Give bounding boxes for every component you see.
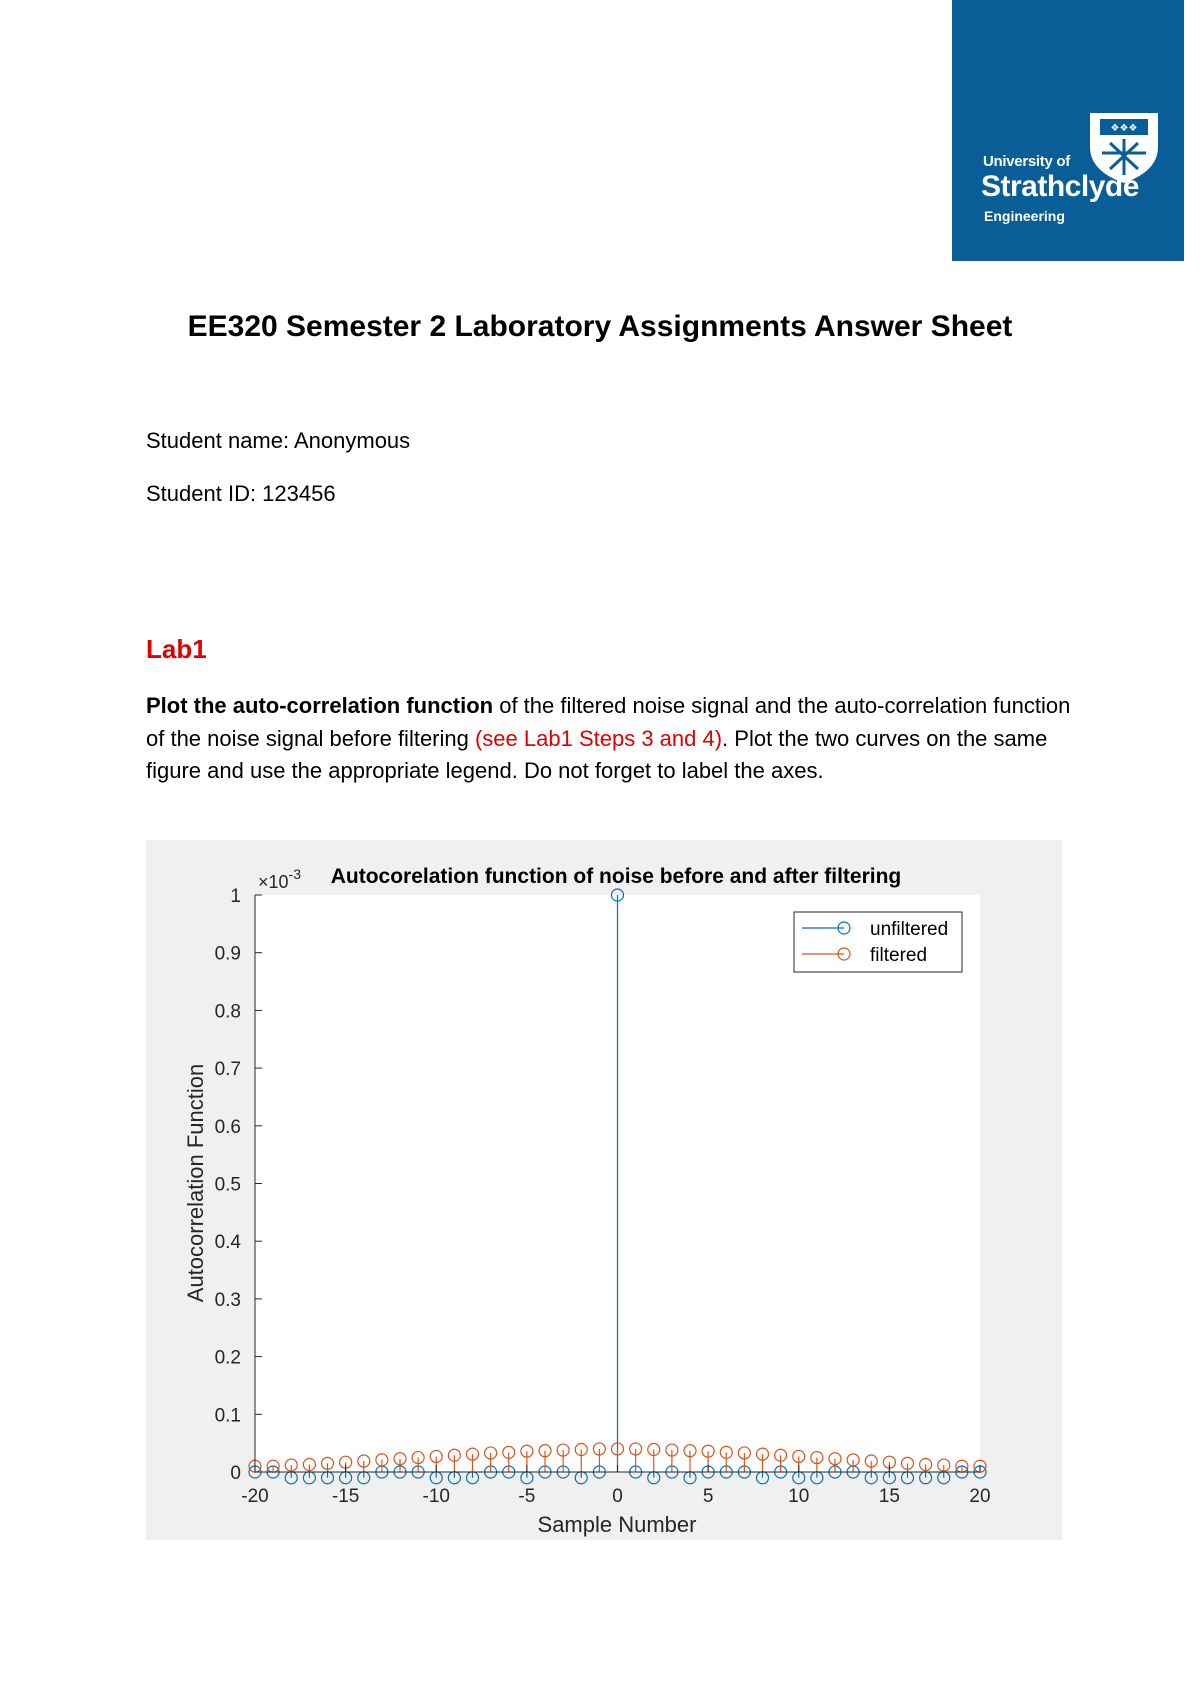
lab1-heading: Lab1 <box>146 634 207 664</box>
logo-strathclyde: Strathclyde <box>981 170 1139 203</box>
x-tick-label: -10 <box>422 1486 450 1507</box>
page-title: EE320 Semester 2 Laboratory Assignments Answer Sheet <box>187 310 1013 343</box>
instruction-text-2: . Plot the two curves on the same figure and use the appropriate legend. Do not forget to label the axes. <box>146 725 1048 783</box>
instruction-bold: Plot the auto-correlation function <box>146 693 494 718</box>
x-axis-label: Sample Number <box>537 1512 697 1537</box>
y-tick-label: 0.4 <box>214 1232 241 1254</box>
x-tick-label: -15 <box>331 1486 360 1507</box>
legend-label-unfiltered: unfiltered <box>870 919 949 940</box>
y-tick-label: 0.1 <box>214 1405 241 1427</box>
y-exponent <box>258 866 301 892</box>
y-tick-label: 0.6 <box>214 1116 241 1138</box>
instruction-reference: (see Lab1 Steps 3 and 4) <box>474 725 723 751</box>
x-tick-label: 5 <box>702 1486 714 1507</box>
y-tick-label: 0.7 <box>214 1059 241 1081</box>
y-exponent-power: -3 <box>288 866 301 882</box>
y-tick-label: 0.8 <box>214 1001 241 1023</box>
y-axis-label: Autocorrelation Function <box>183 1063 208 1303</box>
y-tick-label: 0.5 <box>214 1174 241 1196</box>
logo-university-of: University of <box>983 153 1070 170</box>
university-logo <box>952 0 1184 261</box>
y-tick-label: 0.2 <box>214 1347 241 1369</box>
autocorrelation-chart <box>146 840 1062 1540</box>
lab1-instructions <box>146 690 1076 788</box>
y-tick-label: 0 <box>230 1463 241 1484</box>
x-tick-label: 15 <box>878 1486 900 1507</box>
x-tick-label: 20 <box>969 1486 991 1507</box>
x-tick-label: 0 <box>612 1486 623 1507</box>
legend <box>794 912 962 972</box>
x-tick-label: -5 <box>518 1486 536 1507</box>
chart-title: Autocorelation function of noise before and after filtering <box>330 865 902 888</box>
instruction-text-1: of the filtered noise signal and the auto-correlation function of the noise signal before filtering <box>146 693 1071 751</box>
y-tick-label: 0.9 <box>214 943 241 965</box>
logo-engineering: Engineering <box>984 208 1065 224</box>
x-tick-label: 10 <box>788 1486 810 1507</box>
student-id: Student ID: 123456 <box>146 481 336 506</box>
chart-figure <box>146 840 1062 1540</box>
y-tick-label: 1 <box>230 886 241 907</box>
y-tick-label: 0.3 <box>214 1289 241 1311</box>
legend-label-filtered: filtered <box>870 945 928 966</box>
y-exponent-base: ×10 <box>258 872 289 892</box>
x-tick-label: -20 <box>241 1486 269 1507</box>
svg-text:❖❖❖: ❖❖❖ <box>1110 123 1138 134</box>
student-name: Student name: Anonymous <box>146 428 411 453</box>
